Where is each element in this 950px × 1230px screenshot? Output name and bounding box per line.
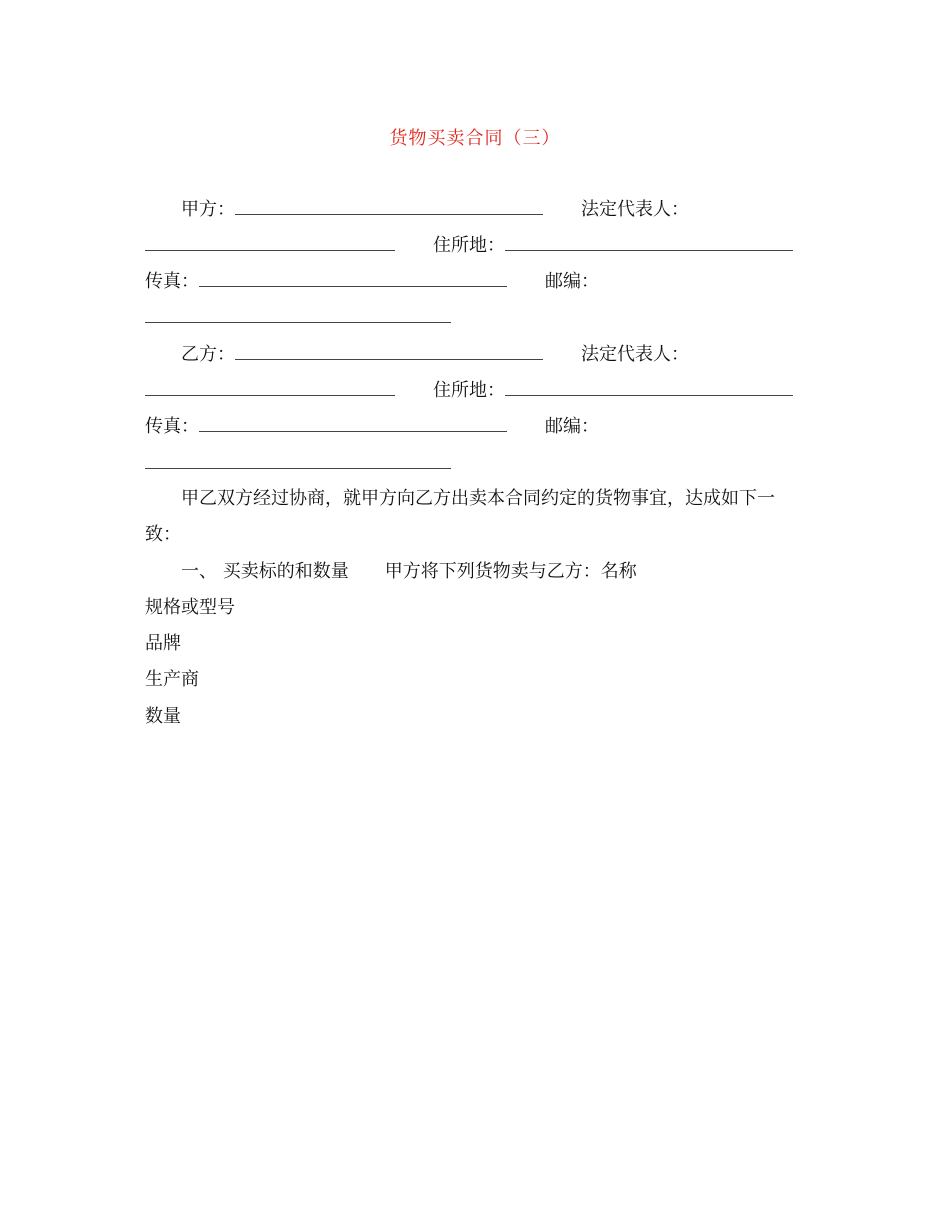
- intro-paragraph-line1: [145, 486, 805, 512]
- party-b-postcode-blank[interactable]: [145, 450, 451, 469]
- party-a-postcode-line: [145, 304, 805, 330]
- party-b-postcode-line: [145, 450, 805, 476]
- party-b-address-label: 住所地：: [433, 380, 505, 401]
- party-b-line: [145, 341, 805, 367]
- party-a-address-label: 住所地：: [433, 235, 505, 256]
- party-b-label: 乙方：: [181, 344, 235, 365]
- item-label: 规格或型号: [145, 597, 235, 618]
- party-a-fax-blank[interactable]: [199, 268, 507, 287]
- item-quantity: [145, 704, 805, 730]
- document-title: 货物买卖合同（三）: [389, 128, 561, 149]
- item-manufacturer: [145, 667, 805, 693]
- intro-paragraph-line2: [145, 522, 805, 548]
- party-b-fax-line: [145, 413, 805, 439]
- party-a-postcode-blank[interactable]: [145, 304, 451, 323]
- section-1-text: 甲方将下列货物卖与乙方：名称: [384, 561, 637, 582]
- party-a-address-line: [145, 232, 805, 258]
- party-b-legal-rep-blank[interactable]: [145, 377, 395, 396]
- party-a-fax-line: [145, 268, 805, 294]
- item-brand: [145, 631, 805, 657]
- party-a-line: [145, 196, 805, 222]
- party-b-postcode-label: 邮编：: [545, 416, 599, 437]
- party-a-address-blank[interactable]: [505, 232, 793, 251]
- section-1-heading: 一、 买卖标的和数量: [181, 561, 349, 582]
- party-a-legal-rep-blank[interactable]: [145, 232, 395, 251]
- item-label: 数量: [145, 706, 181, 727]
- item-label: 生产商: [145, 669, 199, 690]
- item-label: 品牌: [145, 633, 181, 654]
- party-b-fax-blank[interactable]: [199, 413, 507, 432]
- party-a-fax-label: 传真：: [145, 271, 199, 292]
- party-a-label: 甲方：: [181, 199, 235, 220]
- item-spec: [145, 595, 805, 621]
- intro-text-2: 致：: [145, 524, 181, 545]
- party-b-name-blank[interactable]: [235, 341, 543, 360]
- party-a-postcode-label: 邮编：: [545, 271, 599, 292]
- party-b-address-line: [145, 377, 805, 403]
- party-a-legal-rep-label: 法定代表人：: [581, 199, 689, 220]
- party-b-address-blank[interactable]: [505, 377, 793, 396]
- party-b-legal-rep-label: 法定代表人：: [581, 344, 689, 365]
- section-1-line: [145, 559, 805, 585]
- intro-text-1: 甲乙双方经过协商，就甲方向乙方出卖本合同约定的货物事宜，达成如下一: [181, 488, 775, 509]
- party-b-fax-label: 传真：: [145, 416, 199, 437]
- party-a-name-blank[interactable]: [235, 196, 543, 215]
